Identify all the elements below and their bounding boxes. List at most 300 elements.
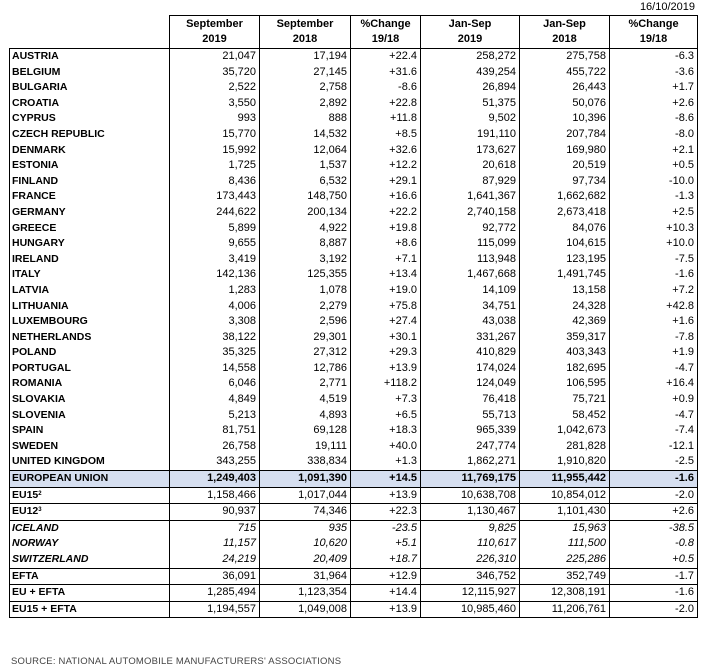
table-cell: 4,519 bbox=[260, 392, 351, 408]
table-cell: 42,369 bbox=[520, 314, 610, 330]
table-cell: 1,910,820 bbox=[520, 454, 610, 470]
table-cell: -3.6 bbox=[610, 65, 698, 81]
table-cell: 1,101,430 bbox=[520, 504, 610, 521]
table-cell: 123,195 bbox=[520, 252, 610, 268]
table-cell: +10.3 bbox=[610, 221, 698, 237]
table-cell: +14.4 bbox=[351, 585, 421, 602]
table-cell: 9,502 bbox=[421, 111, 520, 127]
table-cell: 1,078 bbox=[260, 283, 351, 299]
table-cell: -1.3 bbox=[610, 189, 698, 205]
table-row bbox=[10, 299, 698, 315]
table-cell: 1,130,467 bbox=[421, 504, 520, 521]
row-label: SLOVAKIA bbox=[10, 392, 170, 408]
table-cell: +16.6 bbox=[351, 189, 421, 205]
table-cell: +7.1 bbox=[351, 252, 421, 268]
table-row bbox=[10, 158, 698, 174]
table-cell: 26,443 bbox=[520, 80, 610, 96]
table-cell: 38,122 bbox=[170, 330, 260, 346]
table-cell: 14,109 bbox=[421, 283, 520, 299]
table-cell: 359,317 bbox=[520, 330, 610, 346]
table-row bbox=[10, 267, 698, 283]
table-cell: +7.3 bbox=[351, 392, 421, 408]
table-cell: 10,985,460 bbox=[421, 601, 520, 618]
row-label: GREECE bbox=[10, 221, 170, 237]
table-cell: 3,550 bbox=[170, 96, 260, 112]
header-blank bbox=[10, 16, 170, 49]
table-cell: +0.5 bbox=[610, 158, 698, 174]
table-cell: 29,301 bbox=[260, 330, 351, 346]
table-cell: 14,558 bbox=[170, 361, 260, 377]
row-label: LITHUANIA bbox=[10, 299, 170, 315]
table-row bbox=[10, 408, 698, 424]
row-label: NORWAY bbox=[10, 536, 170, 552]
row-label: $EU15^2$ bbox=[10, 487, 170, 504]
table-cell: 965,339 bbox=[421, 423, 520, 439]
table-cell: -1.6 bbox=[610, 471, 698, 488]
table-cell: +27.4 bbox=[351, 314, 421, 330]
table-cell: 4,006 bbox=[170, 299, 260, 315]
table-cell: 1,491,745 bbox=[520, 267, 610, 283]
table-cell: 174,024 bbox=[421, 361, 520, 377]
row-label: DENMARK bbox=[10, 143, 170, 159]
table-cell: 4,922 bbox=[260, 221, 351, 237]
row-label: SPAIN bbox=[10, 423, 170, 439]
row-label: CZECH REPUBLIC bbox=[10, 127, 170, 143]
table-cell: -2.0 bbox=[610, 487, 698, 504]
table-row bbox=[10, 361, 698, 377]
table-cell: 1,091,390 bbox=[260, 471, 351, 488]
table-cell: 9,825 bbox=[421, 520, 520, 536]
row-label: EFTA bbox=[10, 568, 170, 585]
table-cell: -10.0 bbox=[610, 174, 698, 190]
table-cell: 14,532 bbox=[260, 127, 351, 143]
table-cell: 1,017,044 bbox=[260, 487, 351, 504]
table-cell: 1,862,271 bbox=[421, 454, 520, 470]
table-cell: +22.8 bbox=[351, 96, 421, 112]
row-label: EUROPEAN UNION bbox=[10, 471, 170, 488]
table-cell: 346,752 bbox=[421, 568, 520, 585]
table-cell: 27,312 bbox=[260, 345, 351, 361]
table-cell: 11,206,761 bbox=[520, 601, 610, 618]
registrations-table bbox=[9, 15, 698, 618]
table-cell: +1.9 bbox=[610, 345, 698, 361]
table-cell: +22.2 bbox=[351, 205, 421, 221]
table-cell: 35,325 bbox=[170, 345, 260, 361]
table-row bbox=[10, 504, 698, 521]
table-cell: +30.1 bbox=[351, 330, 421, 346]
table-row bbox=[10, 80, 698, 96]
table-row bbox=[10, 49, 698, 65]
table-row bbox=[10, 552, 698, 568]
table-cell: 2,522 bbox=[170, 80, 260, 96]
table-cell: 1,467,668 bbox=[421, 267, 520, 283]
table-cell: 24,328 bbox=[520, 299, 610, 315]
table-cell: 410,829 bbox=[421, 345, 520, 361]
table-cell: +32.6 bbox=[351, 143, 421, 159]
table-cell: 1,158,466 bbox=[170, 487, 260, 504]
table-cell: +2.6 bbox=[610, 504, 698, 521]
table-cell: -7.4 bbox=[610, 423, 698, 439]
table-cell: 50,076 bbox=[520, 96, 610, 112]
table-row bbox=[10, 439, 698, 455]
table-cell: +10.0 bbox=[610, 236, 698, 252]
table-cell: 148,750 bbox=[260, 189, 351, 205]
table-cell: 69,128 bbox=[260, 423, 351, 439]
table-cell: 10,620 bbox=[260, 536, 351, 552]
table-cell: 124,049 bbox=[421, 376, 520, 392]
table-cell: 75,721 bbox=[520, 392, 610, 408]
row-label: BELGIUM bbox=[10, 65, 170, 81]
table-cell: 20,519 bbox=[520, 158, 610, 174]
table-cell: 20,618 bbox=[421, 158, 520, 174]
table-cell: -1.7 bbox=[610, 568, 698, 585]
table-row bbox=[10, 376, 698, 392]
table-cell: +11.8 bbox=[351, 111, 421, 127]
table-cell: 1,249,403 bbox=[170, 471, 260, 488]
table-cell: 43,038 bbox=[421, 314, 520, 330]
table-cell: +1.6 bbox=[610, 314, 698, 330]
header-sep-2018: September 2018 bbox=[260, 16, 351, 49]
footnote-marker: 3 bbox=[38, 507, 42, 514]
table-cell: +42.8 bbox=[610, 299, 698, 315]
row-label: PORTUGAL bbox=[10, 361, 170, 377]
table-cell: +2.6 bbox=[610, 96, 698, 112]
table-row bbox=[10, 330, 698, 346]
header-sep-2019: September 2019 bbox=[170, 16, 260, 49]
row-label: FINLAND bbox=[10, 174, 170, 190]
header-ytd-2018: Jan-Sep 2018 bbox=[520, 16, 610, 49]
aggregate-rows bbox=[10, 471, 698, 618]
table-cell: -2.0 bbox=[610, 601, 698, 618]
table-cell: -8.6 bbox=[351, 80, 421, 96]
row-label: IRELAND bbox=[10, 252, 170, 268]
table-cell: +19.0 bbox=[351, 283, 421, 299]
table-cell: 338,834 bbox=[260, 454, 351, 470]
table-cell: 10,854,012 bbox=[520, 487, 610, 504]
table-cell: -2.5 bbox=[610, 454, 698, 470]
table-cell: 36,091 bbox=[170, 568, 260, 585]
table-cell: 24,219 bbox=[170, 552, 260, 568]
table-cell: 35,720 bbox=[170, 65, 260, 81]
row-label: LATVIA bbox=[10, 283, 170, 299]
table-cell: 15,770 bbox=[170, 127, 260, 143]
table-cell: 12,786 bbox=[260, 361, 351, 377]
table-cell: +13.9 bbox=[351, 487, 421, 504]
table-cell: 1,049,008 bbox=[260, 601, 351, 618]
table-cell: 51,375 bbox=[421, 96, 520, 112]
table-row bbox=[10, 536, 698, 552]
row-label: $EU12^3$ bbox=[10, 504, 170, 521]
table-cell: 4,893 bbox=[260, 408, 351, 424]
table-row bbox=[10, 568, 698, 585]
row-label: CYPRUS bbox=[10, 111, 170, 127]
row-label: ROMANIA bbox=[10, 376, 170, 392]
table-cell: 207,784 bbox=[520, 127, 610, 143]
row-label: POLAND bbox=[10, 345, 170, 361]
table-cell: -7.8 bbox=[610, 330, 698, 346]
table-row bbox=[10, 314, 698, 330]
table-cell: 352,749 bbox=[520, 568, 610, 585]
table-cell: 173,443 bbox=[170, 189, 260, 205]
table-cell: -0.8 bbox=[610, 536, 698, 552]
row-label: ICELAND bbox=[10, 520, 170, 536]
table-cell: 275,758 bbox=[520, 49, 610, 65]
row-label: ESTONIA bbox=[10, 158, 170, 174]
table-cell: +118.2 bbox=[351, 376, 421, 392]
table-cell: 97,734 bbox=[520, 174, 610, 190]
table-cell: 888 bbox=[260, 111, 351, 127]
table-row bbox=[10, 283, 698, 299]
table-cell: 226,310 bbox=[421, 552, 520, 568]
table-row bbox=[10, 423, 698, 439]
table-cell: +7.2 bbox=[610, 283, 698, 299]
table-cell: 6,046 bbox=[170, 376, 260, 392]
table-cell: +12.2 bbox=[351, 158, 421, 174]
table-cell: 15,963 bbox=[520, 520, 610, 536]
table-cell: +8.5 bbox=[351, 127, 421, 143]
table-cell: -6.3 bbox=[610, 49, 698, 65]
table-cell: +8.6 bbox=[351, 236, 421, 252]
footnote-marker: 2 bbox=[38, 490, 42, 497]
table-cell: 9,655 bbox=[170, 236, 260, 252]
table-cell: 110,617 bbox=[421, 536, 520, 552]
table-cell: 2,596 bbox=[260, 314, 351, 330]
table-cell: 4,849 bbox=[170, 392, 260, 408]
table-cell: 191,110 bbox=[421, 127, 520, 143]
table-cell: -23.5 bbox=[351, 520, 421, 536]
table-cell: 1,537 bbox=[260, 158, 351, 174]
table-cell: 1,283 bbox=[170, 283, 260, 299]
table-cell: -8.6 bbox=[610, 111, 698, 127]
table-cell: -38.5 bbox=[610, 520, 698, 536]
table-cell: 58,452 bbox=[520, 408, 610, 424]
table-cell: 6,532 bbox=[260, 174, 351, 190]
header-ytd-2019: Jan-Sep 2019 bbox=[421, 16, 520, 49]
table-cell: 3,308 bbox=[170, 314, 260, 330]
table-cell: +22.3 bbox=[351, 504, 421, 521]
report-date: 16/10/2019 bbox=[639, 1, 695, 13]
table-cell: 3,192 bbox=[260, 252, 351, 268]
table-cell: +1.3 bbox=[351, 454, 421, 470]
row-label: ITALY bbox=[10, 267, 170, 283]
row-label: LUXEMBOURG bbox=[10, 314, 170, 330]
table-cell: 113,948 bbox=[421, 252, 520, 268]
table-cell: 13,158 bbox=[520, 283, 610, 299]
table-row bbox=[10, 454, 698, 470]
table-cell: -1.6 bbox=[610, 267, 698, 283]
table-cell: 111,500 bbox=[520, 536, 610, 552]
table-cell: 1,662,682 bbox=[520, 189, 610, 205]
row-label: SWEDEN bbox=[10, 439, 170, 455]
table-cell: +18.7 bbox=[351, 552, 421, 568]
table-row bbox=[10, 221, 698, 237]
row-label: HUNGARY bbox=[10, 236, 170, 252]
table-cell: 225,286 bbox=[520, 552, 610, 568]
table-cell: 2,740,158 bbox=[421, 205, 520, 221]
table-cell: -4.7 bbox=[610, 408, 698, 424]
table-cell: 10,396 bbox=[520, 111, 610, 127]
table-cell: 5,899 bbox=[170, 221, 260, 237]
table-cell: 104,615 bbox=[520, 236, 610, 252]
row-label: UNITED KINGDOM bbox=[10, 454, 170, 470]
table-cell: 92,772 bbox=[421, 221, 520, 237]
table-row bbox=[10, 601, 698, 618]
table-cell: 169,980 bbox=[520, 143, 610, 159]
table-cell: 2,673,418 bbox=[520, 205, 610, 221]
table-cell: 26,758 bbox=[170, 439, 260, 455]
table-cell: 20,409 bbox=[260, 552, 351, 568]
table-cell: 11,157 bbox=[170, 536, 260, 552]
table-cell: +14.5 bbox=[351, 471, 421, 488]
table-cell: +6.5 bbox=[351, 408, 421, 424]
row-label: GERMANY bbox=[10, 205, 170, 221]
row-label: EU + EFTA bbox=[10, 585, 170, 602]
table-cell: 74,346 bbox=[260, 504, 351, 521]
table-cell: 439,254 bbox=[421, 65, 520, 81]
table-cell: +13.9 bbox=[351, 601, 421, 618]
table-cell: 258,272 bbox=[421, 49, 520, 65]
table-cell: 8,436 bbox=[170, 174, 260, 190]
table-row bbox=[10, 205, 698, 221]
table-cell: +40.0 bbox=[351, 439, 421, 455]
table-cell: +13.4 bbox=[351, 267, 421, 283]
table-cell: 26,894 bbox=[421, 80, 520, 96]
table-cell: 3,419 bbox=[170, 252, 260, 268]
table-cell: 27,145 bbox=[260, 65, 351, 81]
table-cell: 15,992 bbox=[170, 143, 260, 159]
table-cell: 244,622 bbox=[170, 205, 260, 221]
table-row bbox=[10, 143, 698, 159]
table-cell: 125,355 bbox=[260, 267, 351, 283]
table-row bbox=[10, 127, 698, 143]
row-label: FRANCE bbox=[10, 189, 170, 205]
table-cell: 8,887 bbox=[260, 236, 351, 252]
table-cell: +19.8 bbox=[351, 221, 421, 237]
table-cell: 2,771 bbox=[260, 376, 351, 392]
table-cell: 19,111 bbox=[260, 439, 351, 455]
table-cell: 1,285,494 bbox=[170, 585, 260, 602]
source-note: SOURCE: NATIONAL AUTOMOBILE MANUFACTURERS' ASSOCIATIONS bbox=[11, 656, 342, 667]
row-label: SLOVENIA bbox=[10, 408, 170, 424]
table-row bbox=[10, 345, 698, 361]
table-cell: +0.9 bbox=[610, 392, 698, 408]
table-cell: 247,774 bbox=[421, 439, 520, 455]
table-cell: 12,308,191 bbox=[520, 585, 610, 602]
country-rows bbox=[10, 49, 698, 471]
table-cell: +12.9 bbox=[351, 568, 421, 585]
table-cell: 55,713 bbox=[421, 408, 520, 424]
table-cell: 200,134 bbox=[260, 205, 351, 221]
table-cell: 173,627 bbox=[421, 143, 520, 159]
table-row bbox=[10, 236, 698, 252]
table-cell: +5.1 bbox=[351, 536, 421, 552]
table-row bbox=[10, 520, 698, 536]
table-cell: 11,769,175 bbox=[421, 471, 520, 488]
header-ytd-change: %Change 19/18 bbox=[610, 16, 698, 49]
table-cell: -7.5 bbox=[610, 252, 698, 268]
table-cell: 455,722 bbox=[520, 65, 610, 81]
table-cell: -12.1 bbox=[610, 439, 698, 455]
row-label: NETHERLANDS bbox=[10, 330, 170, 346]
table-cell: 715 bbox=[170, 520, 260, 536]
table-cell: 87,929 bbox=[421, 174, 520, 190]
table-cell: 343,255 bbox=[170, 454, 260, 470]
table-cell: 76,418 bbox=[421, 392, 520, 408]
row-label: CROATIA bbox=[10, 96, 170, 112]
table-cell: +18.3 bbox=[351, 423, 421, 439]
table-cell: 2,279 bbox=[260, 299, 351, 315]
table-cell: 12,115,927 bbox=[421, 585, 520, 602]
table-cell: 281,828 bbox=[520, 439, 610, 455]
table-cell: 1,641,367 bbox=[421, 189, 520, 205]
table-row bbox=[10, 392, 698, 408]
table-cell: 81,751 bbox=[170, 423, 260, 439]
table-row bbox=[10, 111, 698, 127]
table-cell: 1,123,354 bbox=[260, 585, 351, 602]
table-row bbox=[10, 96, 698, 112]
table-cell: 90,937 bbox=[170, 504, 260, 521]
table-cell: 1,725 bbox=[170, 158, 260, 174]
table-cell: +75.8 bbox=[351, 299, 421, 315]
table-cell: 2,758 bbox=[260, 80, 351, 96]
table-cell: 142,136 bbox=[170, 267, 260, 283]
table-row bbox=[10, 65, 698, 81]
table-cell: 31,964 bbox=[260, 568, 351, 585]
table-row bbox=[10, 487, 698, 504]
header-sep-change: %Change 19/18 bbox=[351, 16, 421, 49]
table-cell: +1.7 bbox=[610, 80, 698, 96]
table-cell: -8.0 bbox=[610, 127, 698, 143]
table-cell: 1,194,557 bbox=[170, 601, 260, 618]
table-row bbox=[10, 471, 698, 488]
table-cell: +2.1 bbox=[610, 143, 698, 159]
table-cell: 10,638,708 bbox=[421, 487, 520, 504]
table-row bbox=[10, 252, 698, 268]
table-row bbox=[10, 174, 698, 190]
table-cell: +13.9 bbox=[351, 361, 421, 377]
table-cell: 106,595 bbox=[520, 376, 610, 392]
table-cell: 115,099 bbox=[421, 236, 520, 252]
table-cell: 17,194 bbox=[260, 49, 351, 65]
row-label: SWITZERLAND bbox=[10, 552, 170, 568]
table-cell: +16.4 bbox=[610, 376, 698, 392]
table-cell: +22.4 bbox=[351, 49, 421, 65]
table-cell: +29.1 bbox=[351, 174, 421, 190]
table-cell: +2.5 bbox=[610, 205, 698, 221]
table-cell: 935 bbox=[260, 520, 351, 536]
table-row bbox=[10, 585, 698, 602]
table-cell: 331,267 bbox=[421, 330, 520, 346]
table-cell: 5,213 bbox=[170, 408, 260, 424]
row-label: AUSTRIA bbox=[10, 49, 170, 65]
table-row bbox=[10, 189, 698, 205]
table-cell: 11,955,442 bbox=[520, 471, 610, 488]
table-cell: 12,064 bbox=[260, 143, 351, 159]
row-label: EU15 + EFTA bbox=[10, 601, 170, 618]
table-cell: 2,892 bbox=[260, 96, 351, 112]
header-row bbox=[10, 16, 698, 49]
row-label: BULGARIA bbox=[10, 80, 170, 96]
table-cell: 993 bbox=[170, 111, 260, 127]
table-cell: +29.3 bbox=[351, 345, 421, 361]
table-cell: 34,751 bbox=[421, 299, 520, 315]
table-cell: 1,042,673 bbox=[520, 423, 610, 439]
table-cell: 403,343 bbox=[520, 345, 610, 361]
table-cell: -4.7 bbox=[610, 361, 698, 377]
table-cell: +31.6 bbox=[351, 65, 421, 81]
table-cell: 21,047 bbox=[170, 49, 260, 65]
table-cell: +0.5 bbox=[610, 552, 698, 568]
